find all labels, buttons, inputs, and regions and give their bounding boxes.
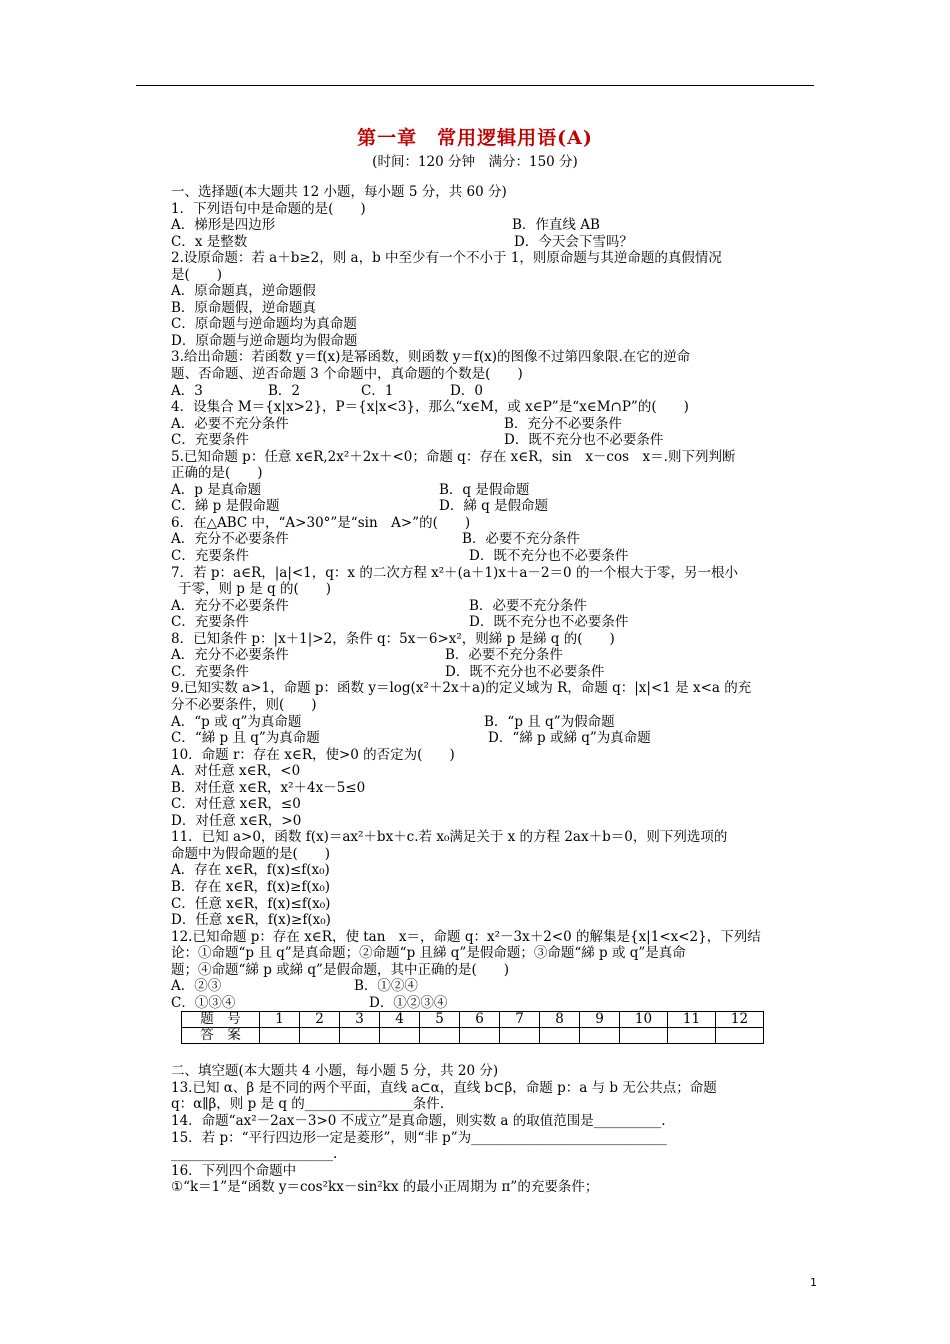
answer-cell <box>460 1028 500 1044</box>
question-stem-cont: 正确的是( ) <box>171 465 263 482</box>
answer-table-number: 5 <box>420 1012 460 1028</box>
exam-info: (时间：120 分钟 满分：150 分) <box>372 154 578 170</box>
option-c: C．①③④ <box>171 994 236 1011</box>
question-stem: 2.设原命题：若 a＋b≥2，则 a，b 中至少有一个不小于 1，则原命题与其逆命题的真假情况 <box>171 250 722 267</box>
option-a: A．充分不必要条件 <box>171 597 289 614</box>
answer-table-number: 6 <box>460 1012 500 1028</box>
question-stem-cont: 分不必要条件，则( ) <box>171 696 317 713</box>
option-b: B．必要不充分条件 <box>469 597 587 614</box>
exam-content <box>171 184 817 1196</box>
question-stem-cont: ________________________. <box>171 1146 338 1163</box>
answer-table-row-label: 题 号 <box>182 1012 260 1028</box>
question-stem-cont: 题；④命题“綈 p 或綈 q”是假命题，其中正确的是( ) <box>171 961 509 978</box>
options-row <box>171 978 817 995</box>
option-c: C．对任意 x∈R，≤0 <box>171 796 301 813</box>
option-d: D．既不充分也不必要条件 <box>469 614 629 631</box>
answer-cell <box>668 1028 716 1044</box>
answer-cell <box>540 1028 580 1044</box>
option-a: A．原命题真，逆命题假 <box>171 283 316 300</box>
answer-table-number: 12 <box>716 1012 764 1028</box>
options-row <box>171 531 817 548</box>
options-row <box>171 217 817 234</box>
options-row <box>171 482 817 499</box>
option-d: D．①②③④ <box>369 994 448 1011</box>
question-stem: 16．下列四个命题中 <box>171 1162 297 1179</box>
option-c: C．“綈 p 且 q”为真命题 <box>171 730 320 747</box>
answer-cell <box>340 1028 380 1044</box>
option-d: D．任意 x∈R，f(x)≥f(x₀) <box>171 912 331 929</box>
option-c: C．充要条件 <box>171 614 249 631</box>
option-a: A．“p 或 q”为真命题 <box>171 713 302 730</box>
option-a: A．梯形是四边形 <box>171 217 276 234</box>
options-row <box>171 598 817 615</box>
option-c: C．綈 p 是假命题 <box>171 498 280 515</box>
option-d: D．“綈 p 或綈 q”为真命题 <box>488 730 651 747</box>
option-b: B．2 <box>268 382 301 399</box>
options-row <box>171 432 817 449</box>
options-row <box>171 416 817 433</box>
answer-table-number: 2 <box>300 1012 340 1028</box>
option-d: D．对任意 x∈R，>0 <box>171 812 302 829</box>
answer-table-number: 1 <box>260 1012 300 1028</box>
option-b: B．必要不充分条件 <box>462 531 580 548</box>
option-a: A．必要不充分条件 <box>171 415 289 432</box>
answer-cell <box>420 1028 460 1044</box>
option-a: A．充分不必要条件 <box>171 647 289 664</box>
question-stem-cont: ①“k＝1”是“函数 y＝cos²kx－sin²kx 的最小正周期为 π”的充要条件； <box>171 1179 599 1196</box>
options-row <box>171 234 817 251</box>
options-row <box>171 647 817 664</box>
options-row <box>171 498 817 515</box>
answer-cell <box>300 1028 340 1044</box>
question-stem: 12.已知命题 p：存在 x∈R，使 tan x＝，命题 q：x²－3x＋2<0 的解集是{x|1<x<2}，下列结 <box>171 928 761 945</box>
question-stem: 10．命题 r：存在 x∈R，使>0 的否定为( ) <box>171 746 455 763</box>
answer-table-number: 7 <box>500 1012 540 1028</box>
question-stem: 9.已知实数 a>1，命题 p：函数 y＝log(x²＋2x＋a)的定义域为 R，命题 q：|x|<1 是 x<a 的充 <box>171 680 752 697</box>
option-a: A．存在 x∈R，f(x)≤f(x₀) <box>171 862 330 879</box>
answer-table-number: 10 <box>620 1012 668 1028</box>
option-b: B．作直线 AB <box>512 217 600 234</box>
option-c: C．x 是整数 <box>171 233 248 250</box>
question-stem: 1．下列语句中是命题的是( ) <box>171 200 366 217</box>
options-row <box>171 995 817 1012</box>
answer-table-number: 4 <box>380 1012 420 1028</box>
option-c: C．充要条件 <box>171 548 249 565</box>
option-b: B．对任意 x∈R，x²＋4x－5≤0 <box>171 779 366 796</box>
answer-table-answer-row <box>182 1028 764 1044</box>
options-row <box>171 664 817 681</box>
question-stem-cont: q：α∥β，则 p 是 q 的________________条件. <box>171 1096 445 1113</box>
question-stem: 8．已知条件 p：|x＋1|>2，条件 q：5x－6>x²，则綈 p 是綈 q 的( ) <box>171 630 615 647</box>
question-stem: 15．若 p：“平行四边形一定是菱形”，则“非 p”为_____________________________ <box>171 1129 667 1146</box>
question-stem: 11．已知 a>0，函数 f(x)＝ax²＋bx＋c.若 x₀满足关于 x 的方程 2ax＋b＝0，则下列选项的 <box>171 829 728 846</box>
option-b: B．①②④ <box>354 978 418 995</box>
answer-table <box>181 1011 764 1044</box>
option-d: D．既不充分也不必要条件 <box>504 432 664 449</box>
question-stem-cont: 论：①命题“p 且 q”是真命题；②命题“p 且綈 q”是假命题；③命题“綈 p 或 q”是真命 <box>171 945 686 962</box>
answer-table-number: 3 <box>340 1012 380 1028</box>
page-number: 1 <box>810 1276 817 1289</box>
options-row <box>171 714 817 731</box>
option-c: C．任意 x∈R，f(x)≤f(x₀) <box>171 895 331 912</box>
answer-cell <box>580 1028 620 1044</box>
question-stem-cont: 命题中为假命题的是( ) <box>171 845 331 862</box>
option-d: D．0 <box>450 382 483 399</box>
question-stem: 13.已知 α、β 是不同的两个平面，直线 a⊂α，直线 b⊂β，命题 p：a 与 b 无公共点；命题 <box>171 1079 717 1096</box>
option-a: A．②③ <box>171 978 222 995</box>
question-stem: 6．在△ABC 中，“A>30°”是“sin A>”的( ) <box>171 514 471 531</box>
option-b: B．q 是假命题 <box>439 481 530 498</box>
answer-cell <box>500 1028 540 1044</box>
option-b: B．充分不必要条件 <box>504 415 622 432</box>
answer-table-number: 9 <box>580 1012 620 1028</box>
option-c: C．1 <box>361 382 394 399</box>
option-d: D．既不充分也不必要条件 <box>469 548 629 565</box>
question-stem-cont: 于零，则 p 是 q 的( ) <box>178 581 331 598</box>
option-d: D．原命题与逆命题均为假命题 <box>171 332 358 349</box>
option-c: C．原命题与逆命题均为真命题 <box>171 316 357 333</box>
answer-cell <box>260 1028 300 1044</box>
option-d: D．今天会下雪吗？ <box>514 233 633 250</box>
options-row <box>171 383 817 400</box>
option-a: A．对任意 x∈R，<0 <box>171 763 301 780</box>
question-stem: 4．设集合 M＝{x|x>2}，P＝{x|x<3}，那么“x∈M，或 x∈P”是“x∈M∩P”的( ) <box>171 399 689 416</box>
option-a: A．充分不必要条件 <box>171 531 289 548</box>
option-d: D．綈 q 是假命题 <box>439 498 549 515</box>
option-b: B．“p 且 q”为假命题 <box>484 713 615 730</box>
option-b: B．必要不充分条件 <box>445 647 563 664</box>
answer-cell <box>380 1028 420 1044</box>
question-stem-cont: 题、否命题、逆否命题 3 个命题中，真命题的个数是( ) <box>171 366 523 383</box>
answer-table-number: 8 <box>540 1012 580 1028</box>
option-c: C．充要条件 <box>171 663 249 680</box>
section-heading: 二、填空题(本大题共 4 小题，每小题 5 分，共 20 分) <box>171 1063 499 1080</box>
option-b: B．存在 x∈R，f(x)≥f(x₀) <box>171 878 330 895</box>
options-row <box>171 730 817 747</box>
option-c: C．充要条件 <box>171 432 249 449</box>
options-row <box>171 614 817 631</box>
option-a: A．p 是真命题 <box>171 481 262 498</box>
answer-table-number-row <box>182 1012 764 1028</box>
answer-cell <box>620 1028 668 1044</box>
answer-cell <box>716 1028 764 1044</box>
page-title: 第一章 常用逻辑用语(A) <box>357 127 593 149</box>
header-rule <box>136 85 814 86</box>
options-row <box>171 548 817 565</box>
question-stem: 14．命题“ax²－2ax－3>0 不成立”是真命题，则实数 a 的取值范围是__________. <box>171 1112 666 1129</box>
question-stem-cont: 是( ) <box>171 266 223 283</box>
section-heading: 一、选择题(本大题共 12 小题，每小题 5 分，共 60 分) <box>171 184 507 200</box>
question-stem: 5.已知命题 p：任意 x∈R,2x²＋2x＋<0；命题 q：存在 x∈R，sin x－cos x＝.则下列判断 <box>171 448 736 465</box>
option-b: B．原命题假，逆命题真 <box>171 299 316 316</box>
question-stem: 7．若 p：a∈R，|a|<1，q：x 的二次方程 x²＋(a＋1)x＋a－2＝0 的一个根大于零，另一根小 <box>171 564 738 581</box>
answer-table-number: 11 <box>668 1012 716 1028</box>
question-stem: 3.给出命题：若函数 y＝f(x)是幂函数，则函数 y＝f(x)的图像不过第四象限.在它的逆命 <box>171 349 691 366</box>
answer-table-row-label: 答 案 <box>182 1028 260 1044</box>
option-a: A．3 <box>171 382 203 399</box>
option-d: D．既不充分也不必要条件 <box>445 663 605 680</box>
